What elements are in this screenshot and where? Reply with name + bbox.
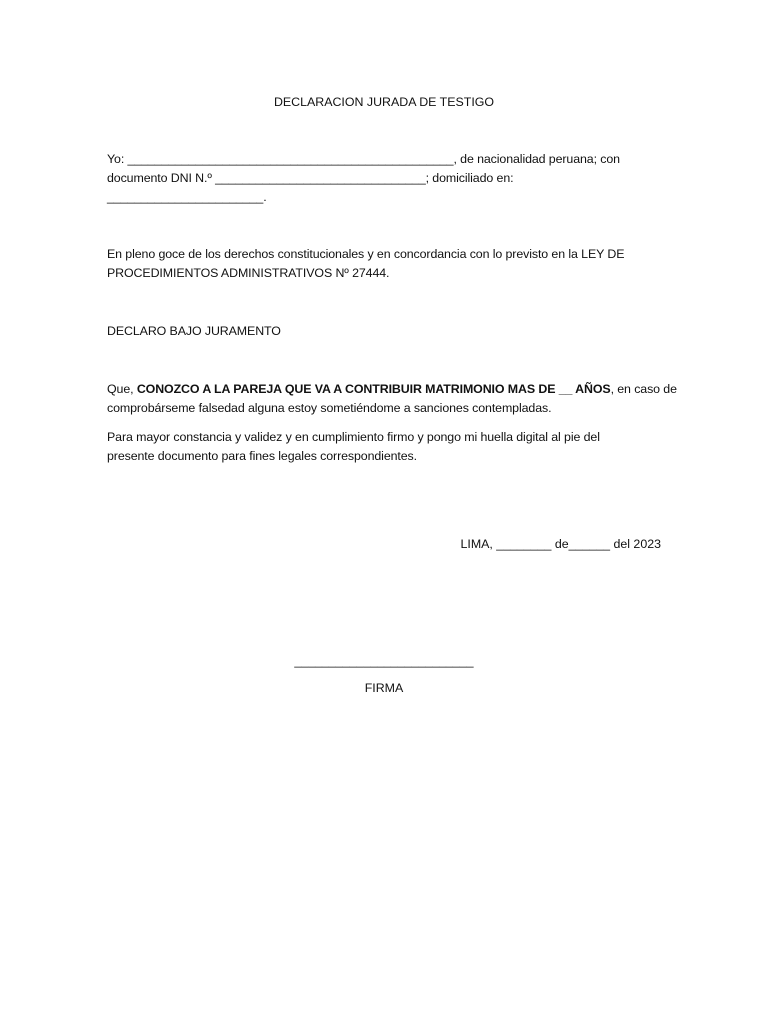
intro-line-3: _______________________. <box>107 190 267 204</box>
date-line: LIMA, ________ de______ del 2023 <box>460 537 661 551</box>
intro-line-1: Yo: ________________________________________________, de nacionalidad peruana; con <box>107 152 620 166</box>
constancy-line-2: presente documento para fines legales correspondientes. <box>107 449 417 463</box>
statement-suffix: , en caso de <box>610 382 677 396</box>
intro-line-2: documento DNI N.º _______________________________; domiciliado en: <box>107 171 514 185</box>
statement-line-1 <box>107 380 677 399</box>
statement-bold: CONOZCO A LA PAREJA QUE VA A CONTRIBUIR MATRIMONIO MAS DE __ AÑOS <box>136 382 611 396</box>
constancy-line-1: Para mayor constancia y validez y en cumplimiento firmo y pongo mi huella digital al pie del <box>107 430 600 444</box>
rights-line-1: En pleno goce de los derechos constitucionales y en concordancia con lo previsto en la LEY DE <box>107 247 625 261</box>
statement-line-2: comprobárseme falsedad alguna estoy sometiéndome a sanciones contempladas. <box>107 401 552 415</box>
document-title: DECLARACION JURADA DE TESTIGO <box>273 95 495 109</box>
signature-line: __________________________ <box>294 654 474 668</box>
signature-label: FIRMA <box>364 681 404 695</box>
statement-prefix: Que, <box>107 382 137 396</box>
declaro-heading: DECLARO BAJO JURAMENTO <box>107 324 281 338</box>
rights-line-2: PROCEDIMIENTOS ADMINISTRATIVOS Nº 27444. <box>107 266 390 280</box>
